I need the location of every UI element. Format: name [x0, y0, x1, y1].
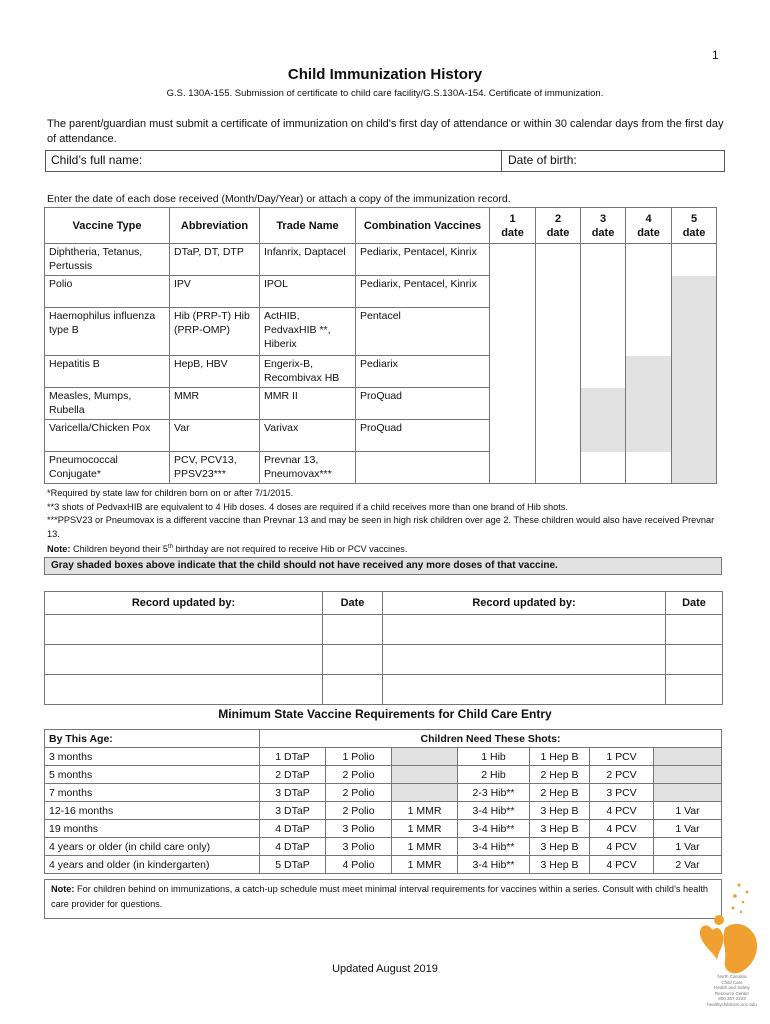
shaded-cell [672, 420, 717, 452]
record-input-cell[interactable] [45, 615, 323, 645]
enter-instruction: Enter the date of each dose received (Month/Day/Year) or attach a copy of the immunization record. [47, 193, 511, 205]
record-row [45, 645, 723, 675]
dose-date-cell[interactable] [536, 420, 581, 452]
record-input-cell[interactable] [666, 675, 723, 705]
dose-date-cell[interactable] [581, 452, 626, 484]
header-dose-4: 4 date [626, 208, 672, 244]
record-updated-by-header: Record updated by: [45, 592, 323, 615]
dose-date-cell[interactable] [581, 276, 626, 308]
dose-date-cell[interactable] [536, 244, 581, 276]
dose-date-cell[interactable] [581, 356, 626, 388]
shaded-cell [581, 420, 626, 452]
vaccine-row-polio: Polio IPV IPOL Pediarix, Pentacel, Kinrix [45, 276, 717, 308]
shaded-cell [626, 388, 672, 420]
record-date-header: Date [666, 592, 723, 615]
vaccine-row-dtap: Diphtheria, Tetanus, Pertussis DTaP, DT, DTP Infanrix, Daptacel Pediarix, Pentacel, Kinrix [45, 244, 717, 276]
dose-date-cell[interactable] [536, 308, 581, 356]
logo-caption: North Carolina Child Care Health and Safety Resource Center 800.367.2229 healthychildcare.unc.edu [707, 974, 757, 1007]
record-input-cell[interactable] [666, 645, 723, 675]
dose-date-cell[interactable] [490, 420, 536, 452]
record-row [45, 675, 723, 705]
catch-up-note: Note: For children behind on immunizations, a catch-up schedule must meet minimal interval requirements for vaccines within a series. Consult with child’s health care provider for questions. [44, 879, 722, 919]
dose-date-cell[interactable] [536, 276, 581, 308]
updated-date: Updated August 2019 [332, 963, 438, 975]
page-number: 1 [712, 48, 719, 62]
vaccine-row-pcv: Pneumococcal Conjugate* PCV, PCV13, PPSV23*** Prevnar 13, Pneumovax*** [45, 452, 717, 484]
dose-date-cell[interactable] [536, 452, 581, 484]
record-updated-by-header: Record updated by: [383, 592, 666, 615]
vaccine-row-hepb: Hepatitis B HepB, HBV Engerix-B, Recombivax HB Pediarix [45, 356, 717, 388]
vaccine-row-hib: Haemophilus influenza type B Hib (PRP-T) Hib (PRP-OMP) ActHIB, PedvaxHIB **, Hiberix Pentacel [45, 308, 717, 356]
header-dose-2: 2 date [536, 208, 581, 244]
dose-date-cell[interactable] [581, 244, 626, 276]
header-dose-5: 5 date [672, 208, 717, 244]
record-input-cell[interactable] [323, 675, 383, 705]
children-need-header: Children Need These Shots: [260, 730, 722, 748]
requirement-row: 12-16 months 3 DTaP 2 Polio 1 MMR 3-4 Hib** 3 Hep B 4 PCV 1 Var [45, 802, 722, 820]
header-abbreviation: Abbreviation [170, 208, 260, 244]
footnote-4: Note: Children beyond their 5th birthday are not required to receive Hib or PCV vaccines. [47, 544, 408, 555]
record-input-cell[interactable] [383, 645, 666, 675]
dose-date-cell[interactable] [490, 276, 536, 308]
record-row [45, 615, 723, 645]
dose-date-cell[interactable] [490, 308, 536, 356]
shaded-cell [672, 276, 717, 308]
gray-shade-note: Gray shaded boxes above indicate that the child should not have received any more doses of that vaccine. [44, 557, 722, 575]
header-dose-3: 3 date [581, 208, 626, 244]
requirement-row: 19 months 4 DTaP 3 Polio 1 MMR 3-4 Hib** 3 Hep B 4 PCV 1 Var [45, 820, 722, 838]
record-input-cell[interactable] [45, 675, 323, 705]
shaded-cell [672, 452, 717, 484]
dose-date-cell[interactable] [626, 452, 672, 484]
min-requirements-table [44, 729, 722, 874]
requirement-row: 4 years or older (in child care only) 4 DTaP 3 Polio 1 MMR 3-4 Hib** 3 Hep B 4 PCV 1 Var [45, 838, 722, 856]
footnote-1: *Required by state law for children born on or after 7/1/2015. [47, 488, 294, 498]
requirement-row: 7 months 3 DTaP 2 Polio 2-3 Hib** 2 Hep B 3 PCV [45, 784, 722, 802]
record-date-header: Date [323, 592, 383, 615]
child-name-field[interactable]: Child’s full name: [51, 153, 143, 167]
dose-date-cell[interactable] [490, 356, 536, 388]
shaded-cell [626, 420, 672, 452]
record-update-table [44, 591, 723, 705]
shaded-cell [626, 356, 672, 388]
dose-date-cell[interactable] [581, 308, 626, 356]
dose-date-cell[interactable] [626, 276, 672, 308]
dose-date-cell[interactable] [672, 244, 717, 276]
requirement-row: 3 months 1 DTaP 1 Polio 1 Hib 1 Hep B 1 PCV [45, 748, 722, 766]
shaded-cell [581, 388, 626, 420]
dose-date-cell[interactable] [626, 244, 672, 276]
vaccine-row-mmr: Measles, Mumps, Rubella MMR MMR II ProQuad [45, 388, 717, 420]
header-trade-name: Trade Name [260, 208, 356, 244]
shaded-cell [672, 356, 717, 388]
header-dose-1: 1 date [490, 208, 536, 244]
vaccine-table [44, 207, 717, 484]
record-input-cell[interactable] [45, 645, 323, 675]
shaded-cell [672, 388, 717, 420]
record-input-cell[interactable] [383, 615, 666, 645]
vaccine-row-varicella: Varicella/Chicken Pox Var Varivax ProQuad [45, 420, 717, 452]
dose-date-cell[interactable] [490, 244, 536, 276]
record-input-cell[interactable] [666, 615, 723, 645]
instructions: The parent/guardian must submit a certificate of immunization on child's first day of attendance or within 30 calendar days from the first day of attendance. [47, 118, 724, 145]
dose-date-cell[interactable] [490, 452, 536, 484]
shaded-cell [672, 308, 717, 356]
record-input-cell[interactable] [323, 615, 383, 645]
footnotes [47, 487, 727, 557]
record-input-cell[interactable] [383, 675, 666, 705]
child-info-box [45, 150, 725, 172]
header-combination: Combination Vaccines [356, 208, 490, 244]
requirement-row: 4 years and older (in kindergarten) 5 DTaP 4 Polio 1 MMR 3-4 Hib** 3 Hep B 4 PCV 2 Var [45, 856, 722, 874]
footnote-2: **3 shots of PedvaxHIB are equivalent to 4 Hib doses. 4 doses are required if a child receives more than one brand of Hib shots. [47, 501, 568, 512]
dose-date-cell[interactable] [536, 388, 581, 420]
dose-date-cell[interactable] [490, 388, 536, 420]
requirement-row: 5 months 2 DTaP 2 Polio 2 Hib 2 Hep B 2 PCV [45, 766, 722, 784]
statute-subtitle: G.S. 130A-155. Submission of certificate to child care facility/G.S.130A-154. Certificate of immunization. [166, 88, 604, 99]
dose-date-cell[interactable] [536, 356, 581, 388]
dob-field[interactable]: Date of birth: [508, 153, 577, 167]
record-input-cell[interactable] [323, 645, 383, 675]
footnote-3: ***PPSV23 or Pneumovax is a different vaccine than Prevnar 13 and may be seen in high risk children over age 2. These children would also have received Prevnar 13. [47, 515, 715, 539]
header-vaccine-type: Vaccine Type [45, 208, 170, 244]
min-requirements-title: Minimum State Vaccine Requirements for Child Care Entry [218, 707, 552, 721]
by-age-header: By This Age: [45, 730, 260, 748]
dose-date-cell[interactable] [626, 308, 672, 356]
page-title: Child Immunization History [287, 66, 483, 83]
